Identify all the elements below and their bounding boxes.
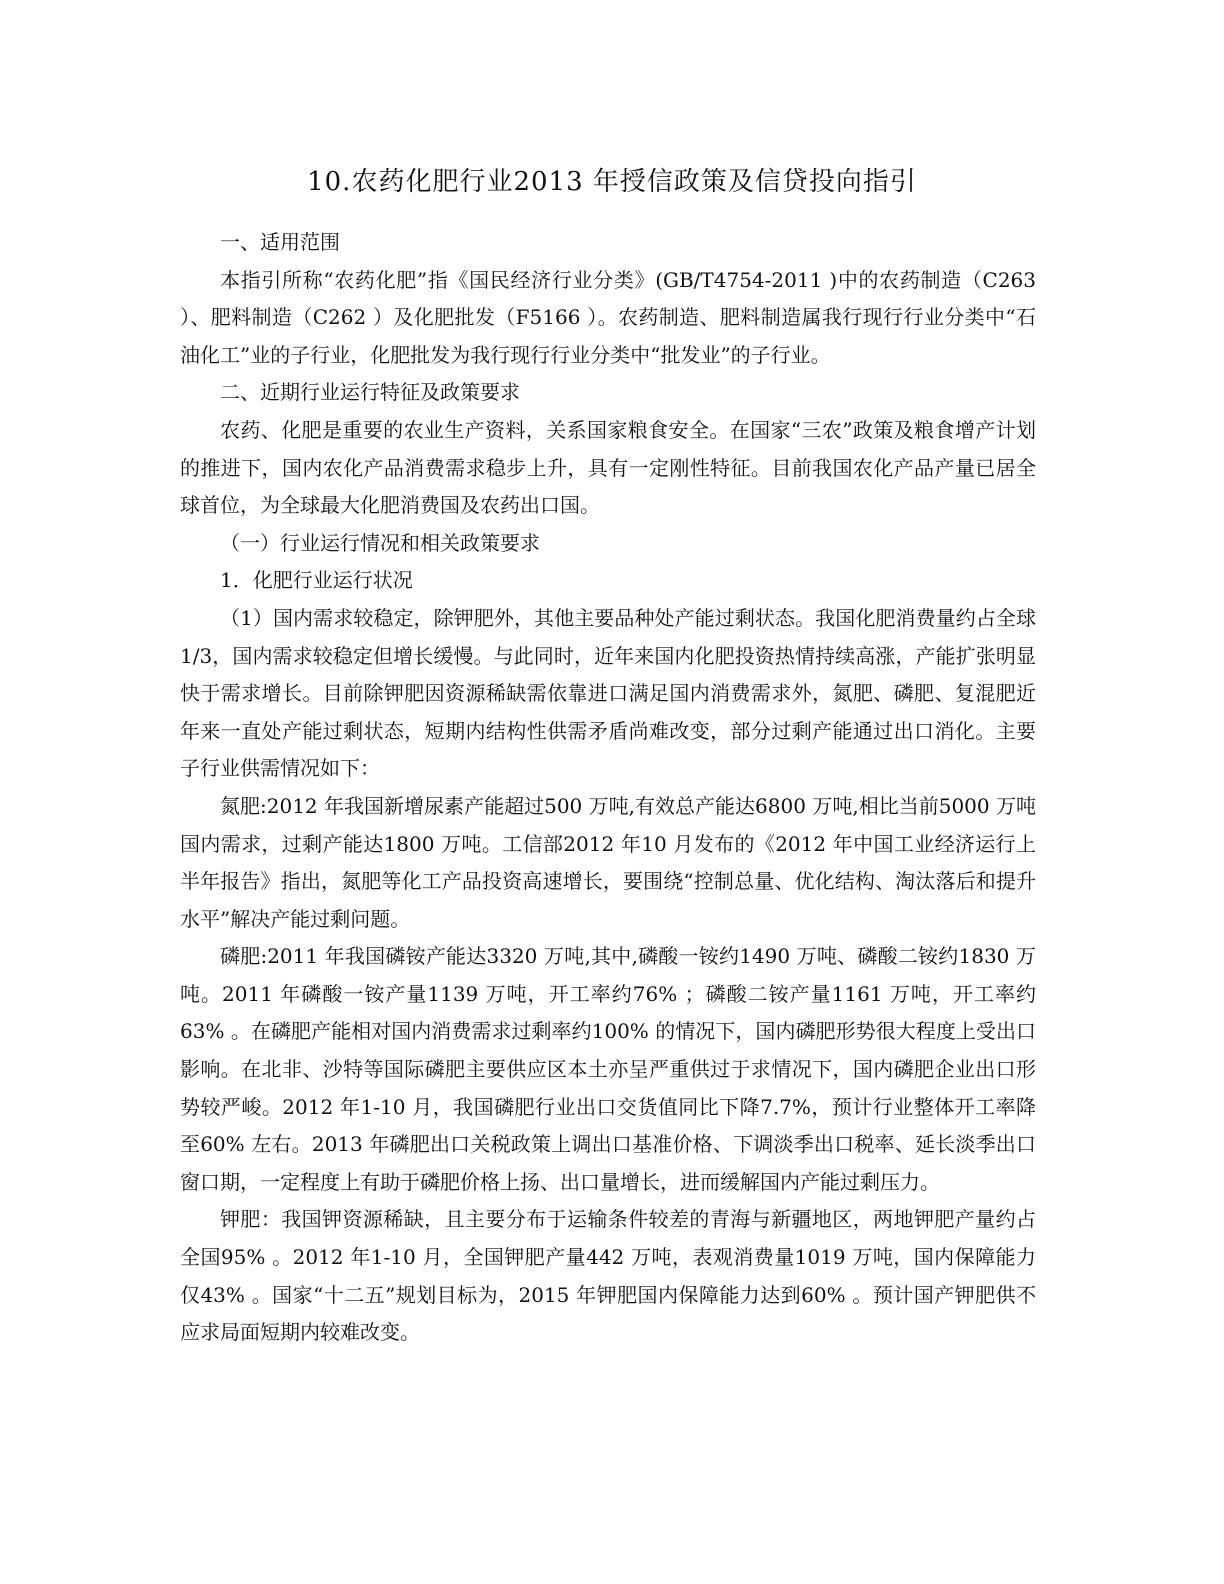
subsection-heading-operation: （一）行业运行情况和相关政策要求 bbox=[220, 530, 540, 555]
paragraph-phosphate-fertilizer: 磷肥:2011 年我国磷铵产能达3320 万吨,其中,磷酸一铵约1490 万吨、磷酸二铵约1830 万吨。2011 年磷酸一铵产量1139 万吨，开工率约76% ；磷酸二铵产量1161 万吨，开工率约63% 。在磷肥产能相对国内消费需求过剩率约100% 的情况下，国内磷肥形势很大程度上受出口影响。在北非、沙特等国际磷肥主要供应区本土亦呈严重供过于求情况下，国内磷肥企业出口形势较严峻。2012 年1-10 月，我国磷肥行业出口交货值同比下降7.7%，预计行业整体开工率降至60% 左右。2013 年磷肥出口关税政策上调出口基准价格、下调淡季出口税率、延长淡季出口窗口期，一定程度上有助于磷肥价格上扬、出口量增长，进而缓解国内产能过剩压力。 bbox=[180, 944, 1036, 1194]
subsection-heading-fertilizer-status: 1．化肥行业运行状况 bbox=[220, 568, 413, 593]
paragraph-potash-fertilizer: 钾肥：我国钾资源稀缺，且主要分布于运输条件较差的青海与新疆地区，两地钾肥产量约占全国95% 。2012 年1-10 月，全国钾肥产量442 万吨，表观消费量1019 万吨，国内保障能力仅43% 。国家“十二五”规划目标为，2015 年钾肥国内保障能力达到60% 。预计国产钾肥供不应求局面短期内较难改变。 bbox=[180, 1207, 1036, 1345]
paragraph-industry-overview: 农药、化肥是重要的农业生产资料，关系国家粮食安全。在国家“三农”政策及粮食增产计划的推进下，国内农化产品消费需求稳步上升，具有一定刚性特征。目前我国农化产品产量已居全球首位，为全球最大化肥消费国及农药出口国。 bbox=[180, 417, 1036, 518]
document-title: 10.农药化肥行业2013 年授信政策及信贷投向指引 bbox=[307, 167, 917, 197]
section-heading-scope: 一、适用范围 bbox=[220, 230, 340, 254]
document-body bbox=[180, 224, 1036, 1352]
paragraph-domestic-demand: （1）国内需求较稳定，除钾肥外，其他主要品种处产能过剩状态。我国化肥消费量约占全球1/3，国内需求较稳定但增长缓慢。与此同时，近年来国内化肥投资热情持续高涨，产能扩张明显快于需求增长。目前除钾肥因资源稀缺需依靠进口满足国内消费需求外，氮肥、磷肥、复混肥近年来一直处产能过剩状态，短期内结构性供需矛盾尚难改变，部分过剩产能通过出口消化。主要子行业供需情况如下： bbox=[180, 605, 1036, 781]
paragraph-nitrogen-fertilizer: 氮肥:2012 年我国新增尿素产能超过500 万吨,有效总产能达6800 万吨,相比当前5000 万吨国内需求，过剩产能达1800 万吨。工信部2012 年10 月发布的《2012 年中国工业经济运行上半年报告》指出，氮肥等化工产品投资高速增长，要围绕“控制总量、优化结构、淘汰落后和提升水平”解决产能过剩问题。 bbox=[180, 793, 1036, 931]
section-heading-industry-features: 二、近期行业运行特征及政策要求 bbox=[220, 380, 520, 405]
paragraph-scope-definition: 本指引所称“农药化肥”指《国民经济行业分类》(GB/T4754-2011 )中的农药制造（C263 ）、肥料制造（C262 ）及化肥批发（F5166 ）。农药制造、肥料制造属我行现行行业分类中“石油化工”业的子行业，化肥批发为我行现行行业分类中“批发业”的子行业。 bbox=[180, 267, 1036, 367]
